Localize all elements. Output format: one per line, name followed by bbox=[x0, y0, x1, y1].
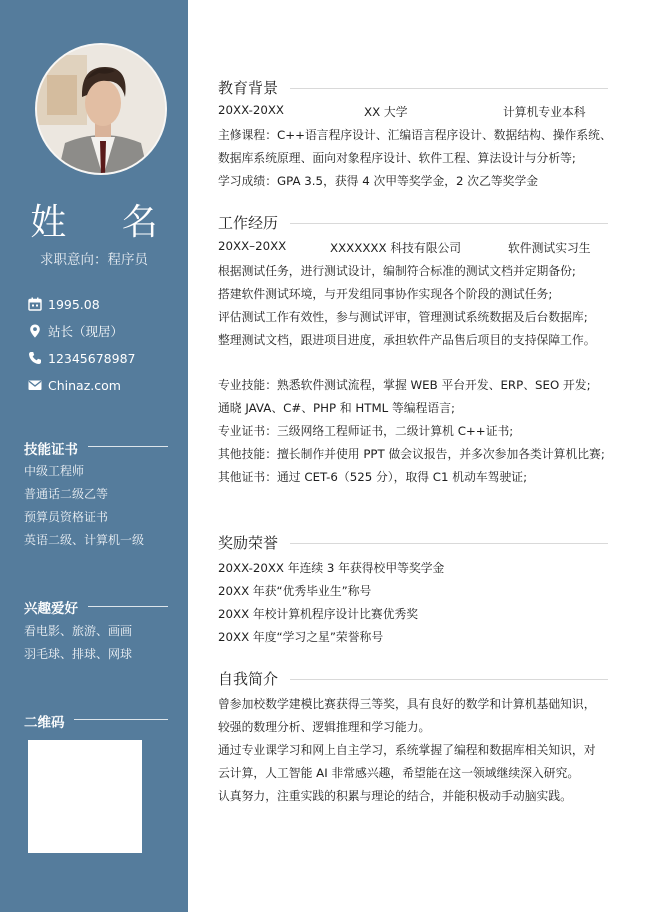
skill-item: 英语二级、计算机一级 bbox=[24, 533, 145, 547]
job-intent: 求职意向：程序员 bbox=[40, 252, 148, 268]
phone-row bbox=[28, 349, 178, 367]
work-divider bbox=[290, 223, 608, 224]
work-line: 评估测试工作有效性，参与测试评审，管理测试系统数据及后台数据库; bbox=[218, 310, 588, 324]
intro-title: 自我简介 bbox=[218, 670, 279, 688]
intro-divider bbox=[290, 679, 608, 680]
hobbies-divider bbox=[88, 606, 168, 607]
intro-line: 云计算，人工智能 AI 非常感兴趣，希望能在这一领域继续深入研究。 bbox=[218, 766, 580, 780]
mail-icon bbox=[28, 378, 42, 392]
skill-item: 预算员资格证书 bbox=[24, 510, 109, 524]
qrcode-title: 二维码 bbox=[24, 715, 65, 731]
award-line: 20XX 年获“优秀毕业生”称号 bbox=[218, 584, 372, 598]
skills-line: 专业证书：三级网络工程师证书，二级计算机 C++证书; bbox=[218, 424, 514, 438]
hobby-item: 羽毛球、排球、网球 bbox=[24, 647, 133, 661]
qrcode-divider bbox=[74, 719, 168, 720]
hobby-item: 看电影、旅游、画画 bbox=[24, 624, 133, 638]
location: 站长（现居） bbox=[48, 324, 124, 339]
intro-line: 曾参加校数学建模比赛获得三等奖，具有良好的数学和计算机基础知识， bbox=[218, 697, 596, 711]
award-line: 20XX-20XX 年连续 3 年获得校甲等奖学金 bbox=[218, 561, 445, 575]
calendar-icon bbox=[28, 297, 42, 311]
phone-icon bbox=[28, 351, 42, 365]
candidate-name: 姓 名 bbox=[30, 202, 180, 243]
skills-line: 专业技能：熟悉软件测试流程，掌握 WEB 平台开发、ERP、SEO 开发; bbox=[218, 378, 591, 392]
awards-title: 奖励荣誉 bbox=[218, 534, 279, 552]
education-degree: 计算机专业本科 bbox=[503, 105, 586, 119]
sidebar bbox=[0, 0, 188, 912]
skill-item: 普通话二级乙等 bbox=[24, 487, 109, 501]
education-title: 教育背景 bbox=[218, 79, 279, 97]
hobbies-title: 兴趣爱好 bbox=[24, 601, 78, 617]
education-line: 学习成绩：GPA 3.5，获得 4 次甲等奖学金，2 次乙等奖学金 bbox=[218, 174, 539, 188]
work-title: 工作经历 bbox=[218, 214, 279, 232]
work-line: 整理测试文档，跟进项目进度，承担软件产品售后项目的支持保障工作。 bbox=[218, 333, 596, 347]
award-line: 20XX 年度“学习之星”荣誉称号 bbox=[218, 630, 384, 644]
portrait-image bbox=[37, 45, 167, 175]
email: Chinaz.com bbox=[48, 377, 121, 393]
education-school: XX 大学 bbox=[364, 105, 408, 119]
skills-title: 技能证书 bbox=[24, 442, 78, 458]
work-position: 软件测试实习生 bbox=[508, 241, 591, 255]
skills-line: 通晓 JAVA、C#、PHP 和 HTML 等编程语言; bbox=[218, 401, 455, 415]
email-row bbox=[28, 376, 178, 394]
education-period: 20XX-20XX bbox=[218, 103, 285, 117]
work-period: 20XX–20XX bbox=[218, 239, 287, 253]
education-line: 数据库系统原理、面向对象程序设计、软件工程、算法设计与分析等; bbox=[218, 151, 576, 165]
awards-divider bbox=[290, 543, 608, 544]
work-line: 根据测试任务，进行测试设计，编制符合标准的测试文档并定期备份; bbox=[218, 264, 576, 278]
education-line: 主修课程：C++语言程序设计、汇编语言程序设计、数据结构、操作系统、 bbox=[218, 128, 612, 142]
intro-line: 较强的数理分析、逻辑推理和学习能力。 bbox=[218, 720, 431, 734]
work-company: XXXXXXX 科技有限公司 bbox=[330, 241, 462, 255]
work-line: 搭建软件测试环境，与开发组同事协作实现各个阶段的测试任务; bbox=[218, 287, 553, 301]
birth-date: 1995.08 bbox=[48, 296, 100, 312]
qr-code-placeholder bbox=[28, 740, 142, 853]
award-line: 20XX 年校计算机程序设计比赛优秀奖 bbox=[218, 607, 419, 621]
intro-line: 通过专业课学习和网上自主学习，系统掌握了编程和数据库相关知识，对 bbox=[218, 743, 596, 757]
phone-number: 12345678987 bbox=[48, 350, 136, 366]
birth-row bbox=[28, 295, 178, 313]
skill-item: 中级工程师 bbox=[24, 464, 85, 478]
skills-divider bbox=[88, 446, 168, 447]
location-row bbox=[28, 322, 178, 340]
education-divider bbox=[290, 88, 608, 89]
skills-line: 其他证书：通过 CET-6（525 分），取得 C1 机动车驾驶证; bbox=[218, 470, 528, 484]
avatar bbox=[35, 43, 167, 175]
intro-line: 认真努力，注重实践的积累与理论的结合，并能积极动手动脑实践。 bbox=[218, 789, 572, 803]
location-pin-icon bbox=[28, 324, 42, 338]
skills-line: 其他技能：擅长制作并使用 PPT 做会议报告，并多次参加各类计算机比赛; bbox=[218, 447, 605, 461]
